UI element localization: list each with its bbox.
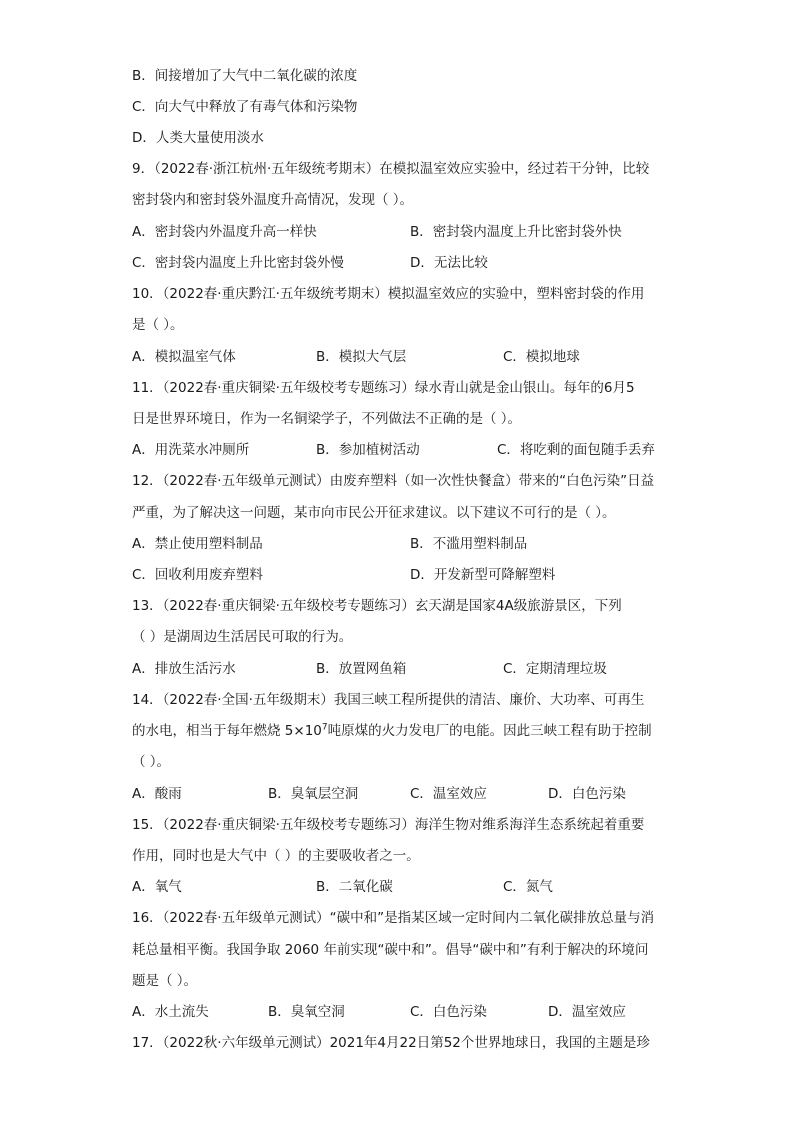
q9-option-c: C．密封袋内温度上升比密封袋外慢: [132, 255, 344, 271]
q8-option-c: C．向大气中释放了有毒气体和污染物: [132, 99, 358, 115]
q8-option-b: B．间接增加了大气中二氧化碳的浓度: [132, 68, 358, 84]
q9-option-a: A．密封袋内外温度升高一样快: [132, 224, 317, 240]
q15-stem-line1: 15．（2022春·重庆铜梁·五年级校考专题练习）海洋生物对维系海洋生态系统起着重要: [132, 817, 645, 833]
q12-stem-line2: 严重，为了解决这一问题，某市向市民公开征求建议。以下建议不可行的是（ ）。: [132, 505, 616, 521]
q12-option-c: C．回收利用废弃塑料: [132, 567, 263, 583]
q16-stem-line2: 耗总量相平衡。我国争取 2060 年前实现“碳中和”。倡导“碳中和”有利于解决的环境问: [132, 942, 649, 958]
q8-option-d: D．人类大量使用淡水: [132, 130, 264, 146]
q14-exponent: 7: [321, 722, 328, 733]
q13-option-a: A．排放生活污水: [132, 661, 236, 677]
q11-stem-line1: 11．（2022春·重庆铜梁·五年级校考专题练习）绿水青山就是金山银山。每年的6月5: [132, 380, 635, 396]
q10-option-c: C．模拟地球: [503, 349, 580, 365]
q14-stem-line2-part2: 吨原煤的火力发电厂的电能。因此三峡工程有助于控制: [327, 723, 652, 739]
q10-stem-line1: 10．（2022春·重庆黔江·五年级统考期末）模拟温室效应的实验中，塑料密封袋的作用: [132, 286, 645, 302]
q16-stem-line3: 题是（ ）。: [132, 973, 198, 989]
q14-option-c: C．温室效应: [410, 786, 487, 802]
q14-option-d: D．白色污染: [548, 786, 626, 802]
q16-option-c: C．白色污染: [410, 1004, 487, 1020]
q12-option-b: B．不滥用塑料制品: [410, 536, 528, 552]
q9-option-b: B．密封袋内温度上升比密封袋外快: [410, 224, 622, 240]
q15-stem-line2: 作用，同时也是大气中（ ）的主要吸收者之一。: [132, 848, 420, 864]
q16-option-a: A．水土流失: [132, 1004, 209, 1020]
q15-option-c: C．氮气: [503, 879, 553, 895]
q14-option-b: B．臭氧层空洞: [268, 786, 359, 802]
q10-option-b: B．模拟大气层: [316, 349, 407, 365]
q9-stem-line2: 密封袋内和密封袋外温度升高情况，发现（ ）。: [132, 192, 414, 208]
q14-stem-line3: （ ）。: [132, 754, 171, 770]
q14-stem-line2: [132, 721, 672, 741]
q13-stem-line1: 13．（2022春·重庆铜梁·五年级校考专题练习）玄天湖是国家4A级旅游景区，下列: [132, 598, 622, 614]
q14-stem-line1: 14．（2022春·全国·五年级期末）我国三峡工程所提供的清洁、廉价、大功率、可再生: [132, 692, 645, 708]
q15-option-b: B．二氧化碳: [316, 879, 393, 895]
q16-stem-line1: 16．（2022春·五年级单元测试）“碳中和”是指某区域一定时间内二氧化碳排放总量与消: [132, 910, 655, 926]
q16-option-d: D．温室效应: [548, 1004, 626, 1020]
q17-stem-line1: 17．（2022秋·六年级单元测试）2021年4月22日第52个世界地球日，我国的主题是珍: [132, 1035, 650, 1051]
q10-stem-line2: 是（ ）。: [132, 317, 184, 333]
q11-option-a: A．用洗菜水冲厕所: [132, 442, 250, 458]
q10-option-a: A．模拟温室气体: [132, 349, 236, 365]
q11-option-c: C．将吃剩的面包随手丢弃: [497, 442, 655, 458]
q13-option-c: C．定期清理垃圾: [503, 661, 607, 677]
q13-option-b: B．放置网鱼箱: [316, 661, 407, 677]
q11-stem-line2: 日是世界环境日，作为一名铜梁学子，不列做法不正确的是（ ）。: [132, 411, 522, 427]
q12-stem-line1: 12．（2022春·五年级单元测试）由废弃塑料（如一次性快餐盒）带来的“白色污染”日益: [132, 473, 655, 489]
q12-option-a: A．禁止使用塑料制品: [132, 536, 263, 552]
q14-stem-line2-part1: 的水电，相当于每年燃烧 5×10: [132, 723, 322, 739]
q9-stem-line1: 9．（2022春·浙江杭州·五年级统考期末）在模拟温室效应实验中，经过若干分钟，比较: [132, 161, 650, 177]
q12-option-d: D．开发新型可降解塑料: [410, 567, 556, 583]
q14-option-a: A．酸雨: [132, 786, 182, 802]
q16-option-b: B．臭氧空洞: [268, 1004, 345, 1020]
q15-option-a: A．氧气: [132, 879, 182, 895]
q9-option-d: D．无法比较: [410, 255, 488, 271]
q13-stem-line2: （ ）是湖周边生活居民可取的行为。: [132, 629, 353, 645]
q11-option-b: B．参加植树活动: [316, 442, 420, 458]
